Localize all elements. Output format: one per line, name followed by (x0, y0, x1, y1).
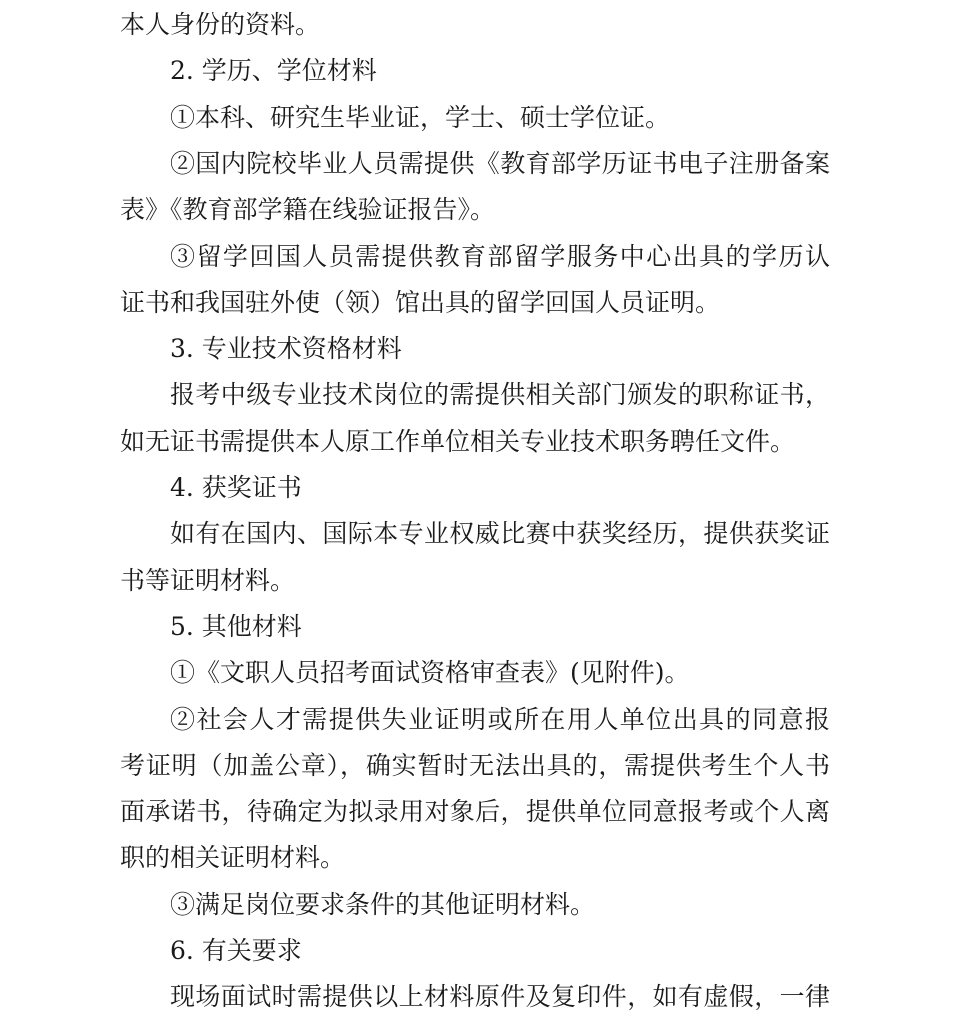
text-line: 表》《教育部学籍在线验证报告》。 (120, 195, 496, 225)
text-line: 2. 学历、学位材料 (170, 56, 377, 86)
text-line: 面承诺书，待确定为拟录用对象后，提供单位同意报考或个人离 (120, 797, 830, 827)
text-line: 书等证明材料。 (120, 565, 296, 595)
text-line: 3. 专业技术资格材料 (170, 334, 402, 364)
text-line: 现场面试时需提供以上材料原件及复印件，如有虚假，一律 (170, 982, 830, 1012)
text-line: 证书和我国驻外使（领）馆出具的留学回国人员证明。 (120, 287, 721, 317)
text-line: ①本科、研究生毕业证，学士、硕士学位证。 (170, 102, 671, 132)
text-line: ③满足岗位要求条件的其他证明材料。 (170, 889, 596, 919)
text-line: 报考中级专业技术岗位的需提供相关部门颁发的职称证书， (170, 380, 830, 410)
text-line: ②社会人才需提供失业证明或所在用人单位出具的同意报 (170, 704, 830, 734)
text-line: 如有在国内、国际本专业权威比赛中获奖经历，提供获奖证 (170, 519, 830, 549)
text-line: 本人身份的资料。 (120, 10, 321, 39)
text-line: 考证明（加盖公章），确实暂时无法出具的，需提供考生个人书 (120, 750, 830, 780)
text-line: 职的相关证明材料。 (120, 843, 346, 873)
text-line: 5. 其他材料 (170, 611, 302, 641)
text-line: 6. 有关要求 (170, 936, 302, 965)
text-line: ①《文职人员招考面试资格审查表》(见附件)。 (170, 658, 690, 688)
text-line: ②国内院校毕业人员需提供《教育部学历证书电子注册备案 (170, 148, 830, 178)
text-line: 如无证书需提供本人原工作单位相关专业技术职务聘任文件。 (120, 426, 796, 456)
text-line: ③留学回国人员需提供教育部留学服务中心出具的学历认 (170, 241, 830, 271)
text-line: 4. 获奖证书 (170, 473, 302, 502)
